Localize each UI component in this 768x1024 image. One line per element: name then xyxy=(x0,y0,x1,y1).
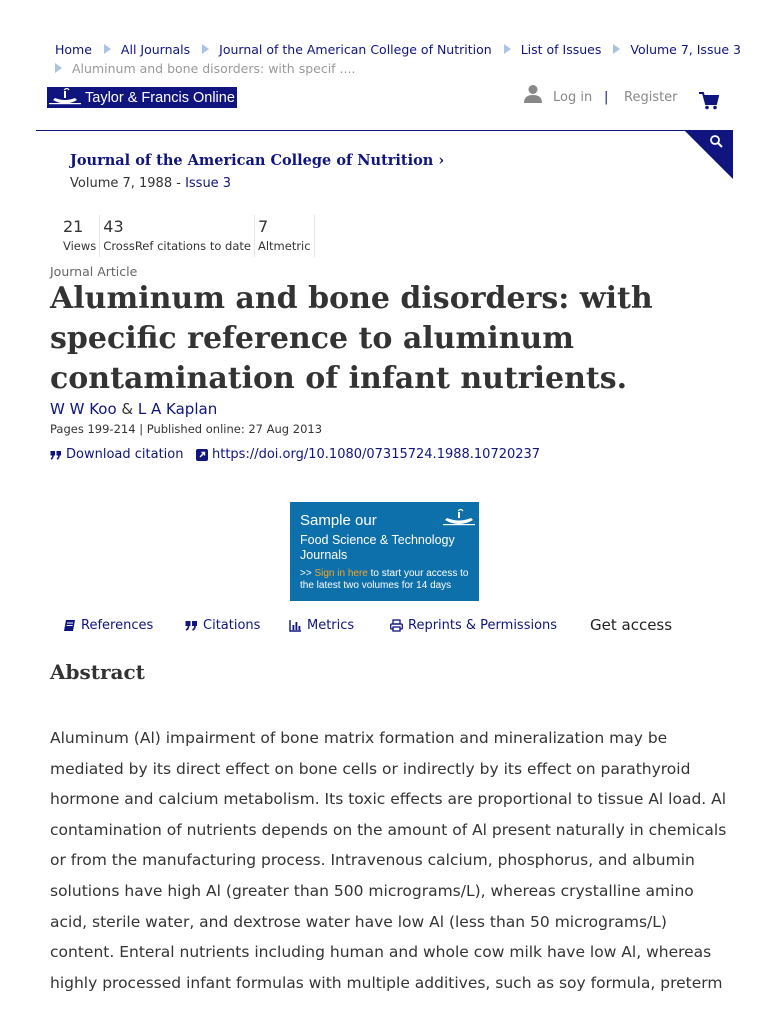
article-title: Aluminum and bone disorders: with specific reference to aluminum contamination of infant nutrients. xyxy=(50,281,653,396)
book-icon xyxy=(63,619,76,632)
cart-icon[interactable] xyxy=(699,92,719,110)
doi-text: https://doi.org/10.1080/07315724.1988.10720237 xyxy=(212,447,541,462)
author-separator: & xyxy=(116,400,138,418)
logo-text: Taylor & Francis Online xyxy=(85,89,235,106)
article-type: Journal Article xyxy=(50,264,138,279)
ad-body xyxy=(300,568,479,592)
ad-headline: Sample our xyxy=(300,512,377,529)
breadcrumb-home[interactable]: Home xyxy=(55,42,92,57)
breadcrumb-journal[interactable]: Journal of the American College of Nutrition xyxy=(219,42,492,57)
tab-label: References xyxy=(81,618,154,633)
chevron-right-icon: › xyxy=(438,152,445,169)
abstract-text: Aluminum (Al) impairment of bone matrix formation and mineralization may be mediated by its direct effect on bone cells or indirectly by its effect on parathyroid hormone and calcium metabolism. Its toxic effects are proportional to tissue Al load. Al contamination of nutrients depends on the amount of Al present naturally in chemicals or from the manufacturing process. Intravenous calcium, phosphorus, and albumin solutions have high Al (greater than 500 micrograms/L), whereas crystalline amino acid, sterile water, and dextrose water have low Al (less than 50 micrograms/L) content. Enteral nutrients including human and whole cow milk have low Al, whereas highly processed infant formulas with multiple additives, such as soy formula, preterm xyxy=(50,729,727,992)
author-list xyxy=(50,400,217,418)
ad-prefix: >> xyxy=(300,568,315,579)
article-tabs xyxy=(63,616,703,638)
metric-label: Views xyxy=(63,239,97,253)
header-divider: | xyxy=(604,90,609,105)
breadcrumb-separator-icon xyxy=(202,44,209,54)
quote-icon xyxy=(50,449,62,461)
publication-info: Pages 199-214 | Published online: 27 Aug 2013 xyxy=(50,422,323,436)
tab-metrics[interactable] xyxy=(289,618,354,633)
metric-altmetric[interactable] xyxy=(255,215,315,257)
download-citation-link[interactable] xyxy=(50,447,183,462)
breadcrumb-separator-icon xyxy=(613,44,620,54)
tab-reprints-permissions[interactable] xyxy=(390,618,557,633)
search-icon[interactable] xyxy=(685,131,733,179)
volume-line xyxy=(70,176,231,191)
breadcrumb-volume-issue[interactable]: Volume 7, Issue 3 xyxy=(630,42,741,57)
breadcrumb-list-of-issues[interactable]: List of Issues xyxy=(520,42,602,57)
user-icon[interactable] xyxy=(523,84,543,104)
metric-views xyxy=(60,215,100,257)
journal-link[interactable] xyxy=(70,152,444,169)
download-citation-label: Download citation xyxy=(66,447,184,462)
article-metrics xyxy=(60,215,315,257)
breadcrumb-all-journals[interactable]: All Journals xyxy=(120,42,191,57)
author-link[interactable]: L A Kaplan xyxy=(137,400,218,418)
metric-crossref[interactable] xyxy=(100,215,255,257)
bar-chart-icon xyxy=(289,619,302,632)
metric-value: 21 xyxy=(63,217,84,236)
doi-link[interactable] xyxy=(196,447,540,462)
lamp-logo-icon xyxy=(47,87,83,108)
author-link[interactable]: W W Koo xyxy=(50,400,117,418)
breadcrumb-separator-icon xyxy=(55,63,62,73)
metric-value: 43 xyxy=(103,217,124,236)
quote-icon xyxy=(185,619,198,632)
abstract-heading: Abstract xyxy=(50,660,145,684)
tab-label: Reprints & Permissions xyxy=(408,618,558,633)
external-link-icon xyxy=(196,449,208,461)
breadcrumb-separator-icon xyxy=(104,44,111,54)
ad-rest: to start your access to the latest two volumes for 14 days xyxy=(300,568,469,591)
register-link[interactable]: Register xyxy=(624,90,678,105)
site-logo[interactable] xyxy=(47,87,237,108)
issue-link[interactable]: Issue 3 xyxy=(185,176,232,191)
tab-references[interactable] xyxy=(63,618,153,633)
breadcrumb-separator-icon xyxy=(504,44,511,54)
tab-label: Citations xyxy=(203,618,261,633)
volume-text: Volume 7, 1988 - xyxy=(70,176,186,191)
lamp-logo-icon xyxy=(442,508,476,530)
ad-subheadline: Food Science & Technology Journals xyxy=(300,533,455,562)
print-icon xyxy=(390,619,403,632)
journal-name: Journal of the American College of Nutrition xyxy=(70,152,434,169)
login-link[interactable]: Log in xyxy=(553,90,593,105)
metric-label: Altmetric xyxy=(257,239,311,253)
ad-sign-in-link[interactable]: Sign in here xyxy=(314,568,368,579)
metric-value: 7 xyxy=(257,217,269,236)
get-access-button[interactable]: Get access xyxy=(590,616,673,634)
metric-label: CrossRef citations to date xyxy=(103,239,251,253)
tab-label: Metrics xyxy=(307,618,355,633)
header-rule xyxy=(36,130,733,131)
breadcrumb-current: Aluminum and bone disorders: with specif .... xyxy=(72,61,356,76)
breadcrumb xyxy=(55,40,745,78)
tab-citations[interactable] xyxy=(185,618,260,633)
